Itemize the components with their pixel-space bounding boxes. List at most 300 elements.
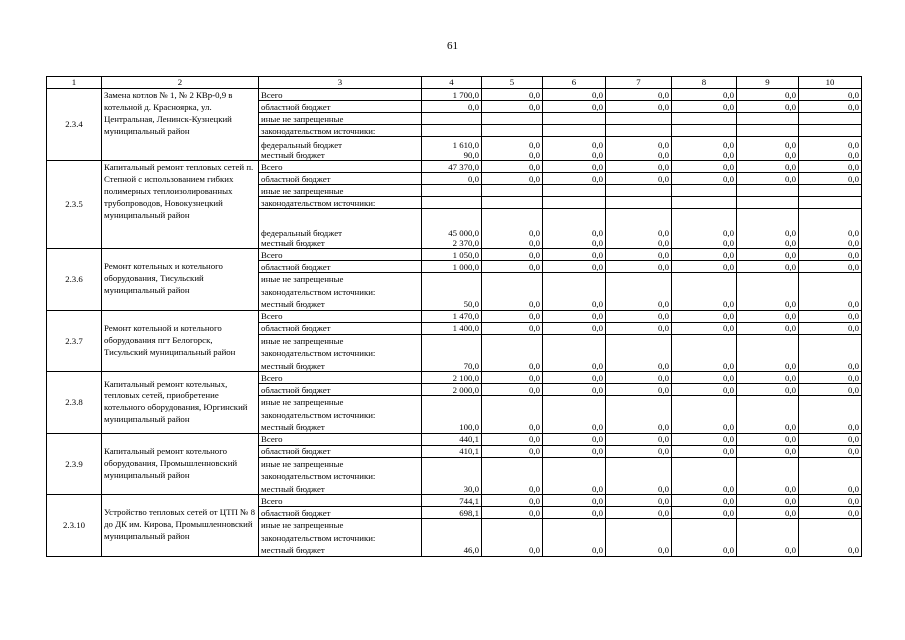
empty-cell	[543, 113, 606, 125]
zero-value-cell: 0,0	[672, 433, 737, 445]
empty-cell	[543, 457, 606, 483]
empty-cell	[799, 334, 862, 360]
zero-value-cell: 0,0	[737, 299, 799, 311]
zero-value-cell: 0,0	[482, 161, 543, 173]
empty-cell	[799, 273, 862, 299]
zero-value: 0,0	[785, 237, 796, 248]
zero-value-cell: 0,0	[737, 261, 799, 273]
empty-cell	[482, 185, 543, 197]
zero-value-cell: 0,0	[543, 249, 606, 261]
zero-value-cell: 0,0	[737, 322, 799, 334]
empty-cell	[606, 125, 672, 137]
row-number: 2.3.6	[47, 249, 102, 311]
empty-cell	[799, 125, 862, 137]
zero-value-cell: 0,0	[737, 422, 799, 434]
other-label: иные не запрещенные	[261, 274, 344, 284]
zero-value-cell: 0,0	[672, 372, 737, 384]
zero-value-cell: 0,0	[482, 507, 543, 519]
zero-value-cell: 0,0	[482, 360, 543, 372]
regional-value: 698,1	[422, 507, 482, 519]
empty-cell	[737, 273, 799, 299]
zero-value-cell: 0,0	[606, 545, 672, 557]
zero-value-cell: 0,0	[672, 299, 737, 311]
source-label: законодательством источники:	[259, 125, 422, 137]
regional-value: 1 000,0	[422, 261, 482, 273]
zero-value-cell: 0,0	[606, 322, 672, 334]
zero-value: 0,0	[848, 139, 859, 150]
empty-cell	[422, 113, 482, 125]
zero-value: 0,0	[848, 237, 859, 248]
zero-value-cell: 0,0	[799, 483, 862, 495]
empty-cell	[799, 519, 862, 545]
source-label: иные не запрещенные	[259, 185, 422, 197]
zero-value-cell: 0,0	[482, 261, 543, 273]
empty-cell	[543, 273, 606, 299]
col-header: 9	[737, 77, 799, 89]
empty-cell	[543, 396, 606, 422]
col-header: 7	[606, 77, 672, 89]
row-description: Ремонт котельной и котельного оборудования пгт Белогорск, Тисульский муниципальный район	[102, 310, 259, 372]
zero-value: 0,0	[658, 139, 669, 150]
zero-value-cell: 0,0	[799, 310, 862, 322]
zero-value: 0,0	[723, 139, 734, 150]
zero-value: 0,0	[658, 149, 669, 160]
zero-value-cell: 0,0	[543, 101, 606, 113]
zero-value-cell: 0,0	[606, 161, 672, 173]
other-label: иные не запрещенные	[261, 335, 344, 346]
empty-cell	[672, 125, 737, 137]
zero-value-cell: 0,0	[799, 299, 862, 311]
header-row	[47, 77, 862, 89]
budget-table	[46, 76, 862, 557]
zero-value-cell: 0,0	[482, 173, 543, 185]
zero-value-cell: 0,0	[672, 89, 737, 101]
zero-value-cell	[672, 137, 737, 161]
zero-value-cell: 0,0	[799, 322, 862, 334]
source-label: местный бюджет	[259, 299, 422, 311]
zero-value-cell: 0,0	[543, 89, 606, 101]
zero-value-cell: 0,0	[799, 372, 862, 384]
zero-value-cell: 0,0	[737, 545, 799, 557]
zero-value-cell: 0,0	[606, 261, 672, 273]
zero-value-cell: 0,0	[482, 310, 543, 322]
empty-cell	[606, 185, 672, 197]
empty-cell	[422, 519, 482, 545]
zero-value-cell: 0,0	[606, 299, 672, 311]
row-number: 2.3.5	[47, 161, 102, 249]
other-label: иные не запрещенные	[261, 397, 344, 407]
zero-value-cell: 0,0	[543, 372, 606, 384]
total-value: 1 050,0	[422, 249, 482, 261]
row-description: Капитальный ремонт котельного оборудования, Промышленновский муниципальный район	[102, 433, 259, 495]
zero-value-cell: 0,0	[672, 173, 737, 185]
table-row	[47, 310, 862, 322]
other-label: законодательством источники:	[261, 286, 376, 297]
table-row	[47, 433, 862, 445]
row-description: Капитальный ремонт котельных, тепловых сетей, приобретение котельного оборудования, Юргинский муниципальный район	[102, 372, 259, 434]
zero-value: 0,0	[592, 227, 603, 238]
source-label: Всего	[259, 89, 422, 101]
local-label: местный бюджет	[261, 237, 325, 248]
zero-value-cell: 0,0	[606, 422, 672, 434]
zero-value-cell: 0,0	[543, 545, 606, 557]
empty-cell	[422, 125, 482, 137]
zero-value-cell: 0,0	[672, 422, 737, 434]
zero-value-cell: 0,0	[606, 507, 672, 519]
zero-value-cell: 0,0	[799, 422, 862, 434]
empty-cell	[422, 396, 482, 422]
empty-cell	[606, 273, 672, 299]
zero-value: 0,0	[658, 237, 669, 248]
zero-value: 0,0	[592, 149, 603, 160]
empty-cell	[482, 197, 543, 209]
regional-value: 410,1	[422, 445, 482, 457]
zero-value-cell	[482, 137, 543, 161]
zero-value-cell: 0,0	[543, 384, 606, 396]
empty-cell	[482, 113, 543, 125]
zero-value-cell: 0,0	[482, 372, 543, 384]
zero-value-cell: 0,0	[543, 173, 606, 185]
empty-cell	[672, 396, 737, 422]
other-label: законодательством источники:	[261, 471, 376, 482]
total-value: 440,1	[422, 433, 482, 445]
col-header: 3	[259, 77, 422, 89]
zero-value-cell: 0,0	[543, 322, 606, 334]
zero-value: 0,0	[658, 227, 669, 238]
source-label	[259, 396, 422, 422]
source-label	[259, 334, 422, 360]
zero-value: 0,0	[529, 237, 540, 248]
zero-value-cell: 0,0	[672, 322, 737, 334]
other-label: законодательством источники:	[261, 532, 376, 543]
federal-label: федеральный бюджет	[261, 139, 342, 150]
zero-value: 0,0	[529, 149, 540, 160]
source-label	[259, 457, 422, 483]
empty-cell	[737, 113, 799, 125]
empty-cell	[482, 396, 543, 422]
row-number: 2.3.4	[47, 89, 102, 161]
empty-cell	[606, 197, 672, 209]
zero-value-cell: 0,0	[606, 483, 672, 495]
local-value: 46,0	[422, 545, 482, 557]
row-description: Замена котлов № 1, № 2 КВр-0,9 в котельной д. Красноярка, ул. Центральная, Ленинск-Кузнецкий муниципальный район	[102, 89, 259, 161]
zero-value-cell: 0,0	[482, 545, 543, 557]
regional-value: 1 400,0	[422, 322, 482, 334]
zero-value-cell: 0,0	[672, 310, 737, 322]
zero-value-cell: 0,0	[672, 507, 737, 519]
zero-value-cell: 0,0	[737, 161, 799, 173]
empty-cell	[799, 457, 862, 483]
empty-cell	[799, 396, 862, 422]
other-label: законодательством источники:	[261, 409, 376, 420]
zero-value-cell	[482, 209, 543, 249]
zero-value-cell	[737, 209, 799, 249]
source-label: местный бюджет	[259, 360, 422, 372]
zero-value-cell: 0,0	[482, 249, 543, 261]
source-label: Всего	[259, 495, 422, 507]
source-label: местный бюджет	[259, 483, 422, 495]
zero-value-cell: 0,0	[606, 433, 672, 445]
source-label: областной бюджет	[259, 322, 422, 334]
zero-value-cell: 0,0	[737, 495, 799, 507]
total-value: 744,1	[422, 495, 482, 507]
row-description: Ремонт котельных и котельного оборудования, Тисульский муниципальный район	[102, 249, 259, 311]
zero-value-cell: 0,0	[606, 173, 672, 185]
zero-value-cell: 0,0	[672, 384, 737, 396]
zero-value-cell: 0,0	[543, 261, 606, 273]
empty-cell	[543, 185, 606, 197]
zero-value-cell: 0,0	[543, 433, 606, 445]
empty-cell	[606, 457, 672, 483]
empty-cell	[543, 125, 606, 137]
source-label	[259, 209, 422, 249]
zero-value-cell: 0,0	[482, 384, 543, 396]
zero-value-cell: 0,0	[482, 483, 543, 495]
row-description: Устройство тепловых сетей от ЦТП № 8 до ДК им. Кирова, Промышленновский муниципальный район	[102, 495, 259, 557]
zero-value-cell: 0,0	[543, 422, 606, 434]
row-number: 2.3.10	[47, 495, 102, 557]
zero-value: 0,0	[592, 237, 603, 248]
zero-value-cell: 0,0	[799, 261, 862, 273]
zero-value: 0,0	[848, 227, 859, 238]
row-number: 2.3.7	[47, 310, 102, 372]
zero-value-cell: 0,0	[737, 101, 799, 113]
zero-value: 0,0	[785, 227, 796, 238]
zero-value-cell: 0,0	[482, 433, 543, 445]
zero-value-cell	[737, 137, 799, 161]
zero-value-cell: 0,0	[482, 101, 543, 113]
zero-value-cell: 0,0	[482, 422, 543, 434]
zero-value-cell: 0,0	[543, 299, 606, 311]
other-label: иные не запрещенные	[261, 520, 344, 530]
zero-value: 0,0	[848, 149, 859, 160]
empty-cell	[737, 185, 799, 197]
empty-cell	[543, 519, 606, 545]
empty-cell	[672, 197, 737, 209]
zero-value-cell: 0,0	[737, 249, 799, 261]
empty-cell	[737, 334, 799, 360]
empty-cell	[543, 334, 606, 360]
zero-value-cell	[543, 209, 606, 249]
empty-cell	[543, 197, 606, 209]
source-label: иные не запрещенные	[259, 113, 422, 125]
zero-value-cell: 0,0	[606, 384, 672, 396]
zero-value-cell: 0,0	[737, 445, 799, 457]
zero-value-cell	[799, 137, 862, 161]
page-number: 61	[447, 40, 458, 52]
zero-value-cell: 0,0	[543, 310, 606, 322]
zero-value-cell: 0,0	[737, 384, 799, 396]
local-value: 2 370,0	[452, 237, 479, 248]
zero-value: 0,0	[785, 139, 796, 150]
zero-value-cell: 0,0	[737, 507, 799, 519]
source-label: Всего	[259, 372, 422, 384]
zero-value-cell: 0,0	[482, 322, 543, 334]
zero-value-cell: 0,0	[799, 495, 862, 507]
row-description: Капитальный ремонт тепловых сетей п. Степной с использованием гибких полимерных теплоизолированных трубопроводов, Новокузнецкий муниципальный район	[102, 161, 259, 249]
zero-value-cell: 0,0	[799, 360, 862, 372]
empty-cell	[672, 457, 737, 483]
col-header: 5	[482, 77, 543, 89]
empty-cell	[422, 185, 482, 197]
zero-value-cell: 0,0	[799, 89, 862, 101]
zero-value-cell: 0,0	[606, 101, 672, 113]
table-row	[47, 249, 862, 261]
other-label: законодательством источники:	[261, 348, 376, 359]
zero-value-cell: 0,0	[799, 161, 862, 173]
col-header: 1	[47, 77, 102, 89]
empty-cell	[422, 334, 482, 360]
zero-value: 0,0	[529, 139, 540, 150]
zero-value-cell: 0,0	[799, 433, 862, 445]
source-label: областной бюджет	[259, 173, 422, 185]
zero-value-cell: 0,0	[543, 507, 606, 519]
local-label: местный бюджет	[261, 149, 325, 160]
source-label: Всего	[259, 161, 422, 173]
zero-value-cell: 0,0	[482, 495, 543, 507]
source-label: областной бюджет	[259, 101, 422, 113]
zero-value: 0,0	[723, 227, 734, 238]
empty-cell	[606, 396, 672, 422]
empty-cell	[737, 396, 799, 422]
other-label: иные не запрещенные	[261, 458, 344, 469]
zero-value-cell: 0,0	[543, 483, 606, 495]
empty-cell	[799, 185, 862, 197]
empty-cell	[799, 197, 862, 209]
row-number: 2.3.9	[47, 433, 102, 495]
empty-cell	[422, 273, 482, 299]
zero-value-cell	[606, 137, 672, 161]
zero-value-cell: 0,0	[737, 372, 799, 384]
source-label	[259, 519, 422, 545]
zero-value-cell: 0,0	[737, 310, 799, 322]
federal-local-values	[422, 137, 482, 161]
source-label	[259, 137, 422, 161]
source-label: законодательством источники:	[259, 197, 422, 209]
empty-cell	[606, 113, 672, 125]
table-row	[47, 89, 862, 101]
source-label: областной бюджет	[259, 507, 422, 519]
zero-value-cell: 0,0	[606, 360, 672, 372]
zero-value-cell: 0,0	[737, 360, 799, 372]
zero-value-cell: 0,0	[606, 372, 672, 384]
federal-value: 1 610,0	[452, 139, 479, 150]
zero-value-cell: 0,0	[672, 445, 737, 457]
empty-cell	[606, 519, 672, 545]
empty-cell	[672, 519, 737, 545]
source-label: Всего	[259, 310, 422, 322]
col-header: 4	[422, 77, 482, 89]
zero-value-cell: 0,0	[799, 507, 862, 519]
zero-value-cell: 0,0	[606, 89, 672, 101]
zero-value-cell: 0,0	[606, 445, 672, 457]
total-value: 47 370,0	[422, 161, 482, 173]
zero-value-cell: 0,0	[482, 445, 543, 457]
empty-cell	[799, 113, 862, 125]
zero-value-cell: 0,0	[543, 161, 606, 173]
zero-value-cell: 0,0	[799, 173, 862, 185]
empty-cell	[672, 334, 737, 360]
zero-value-cell: 0,0	[672, 249, 737, 261]
zero-value-cell: 0,0	[606, 249, 672, 261]
empty-cell	[482, 273, 543, 299]
federal-label: федеральный бюджет	[261, 227, 342, 238]
zero-value: 0,0	[529, 227, 540, 238]
source-label: Всего	[259, 249, 422, 261]
table-row	[47, 495, 862, 507]
zero-value-cell	[799, 209, 862, 249]
empty-cell	[482, 457, 543, 483]
total-value: 2 100,0	[422, 372, 482, 384]
zero-value-cell: 0,0	[799, 384, 862, 396]
local-value: 100,0	[422, 422, 482, 434]
empty-cell	[482, 334, 543, 360]
zero-value-cell: 0,0	[543, 445, 606, 457]
local-value: 70,0	[422, 360, 482, 372]
regional-value: 0,0	[422, 101, 482, 113]
source-label	[259, 273, 422, 299]
zero-value-cell	[672, 209, 737, 249]
col-header: 6	[543, 77, 606, 89]
empty-cell	[737, 125, 799, 137]
zero-value-cell: 0,0	[672, 495, 737, 507]
zero-value-cell: 0,0	[737, 433, 799, 445]
local-value: 50,0	[422, 299, 482, 311]
row-number: 2.3.8	[47, 372, 102, 434]
table-row	[47, 161, 862, 173]
col-header: 10	[799, 77, 862, 89]
regional-value: 0,0	[422, 173, 482, 185]
empty-cell	[672, 113, 737, 125]
col-header: 8	[672, 77, 737, 89]
total-value: 1 700,0	[422, 89, 482, 101]
source-label: областной бюджет	[259, 384, 422, 396]
regional-value: 2 000,0	[422, 384, 482, 396]
zero-value-cell: 0,0	[672, 545, 737, 557]
zero-value-cell: 0,0	[606, 310, 672, 322]
empty-cell	[606, 334, 672, 360]
empty-cell	[422, 197, 482, 209]
zero-value-cell: 0,0	[799, 545, 862, 557]
local-value: 30,0	[422, 483, 482, 495]
zero-value-cell: 0,0	[737, 483, 799, 495]
federal-local-values	[422, 209, 482, 249]
zero-value-cell: 0,0	[482, 89, 543, 101]
zero-value: 0,0	[723, 237, 734, 248]
federal-value: 45 000,0	[448, 227, 479, 238]
zero-value-cell	[606, 209, 672, 249]
empty-cell	[422, 457, 482, 483]
zero-value-cell: 0,0	[672, 101, 737, 113]
zero-value: 0,0	[785, 149, 796, 160]
zero-value: 0,0	[723, 149, 734, 160]
zero-value-cell: 0,0	[672, 161, 737, 173]
zero-value-cell: 0,0	[799, 445, 862, 457]
empty-cell	[672, 273, 737, 299]
zero-value-cell: 0,0	[737, 173, 799, 185]
zero-value-cell: 0,0	[672, 483, 737, 495]
zero-value-cell: 0,0	[606, 495, 672, 507]
zero-value-cell: 0,0	[737, 89, 799, 101]
zero-value-cell: 0,0	[672, 360, 737, 372]
zero-value-cell	[543, 137, 606, 161]
zero-value-cell: 0,0	[482, 299, 543, 311]
zero-value-cell: 0,0	[543, 495, 606, 507]
empty-cell	[737, 457, 799, 483]
table-row	[47, 372, 862, 384]
empty-cell	[737, 197, 799, 209]
col-header: 2	[102, 77, 259, 89]
